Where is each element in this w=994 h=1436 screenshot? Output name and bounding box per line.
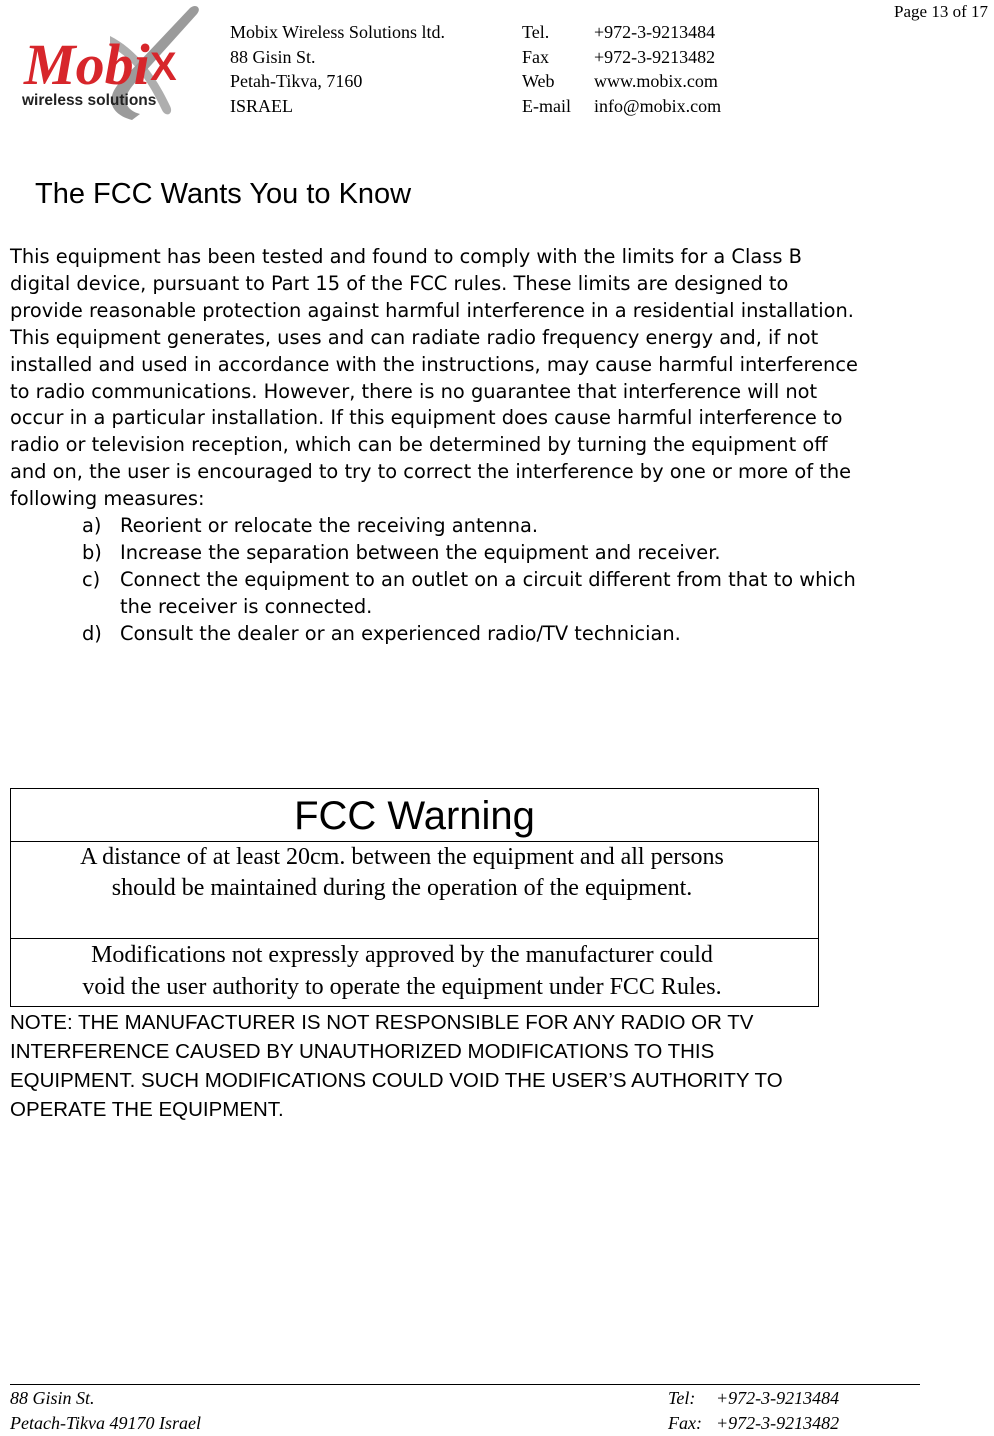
- contact-label: Fax: [522, 46, 549, 67]
- note-line: NOTE: THE MANUFACTURER IS NOT RESPONSIBLE FOR ANY RADIO OR TV: [10, 1011, 754, 1034]
- paragraph-line: following measures:: [10, 487, 205, 511]
- company-contacts: [522, 20, 721, 118]
- contact-label: E-mail: [522, 95, 571, 116]
- logo-mark: X: [150, 45, 177, 89]
- contact-label: Web: [522, 71, 555, 91]
- contact-fax: +972-3-9213482: [594, 46, 716, 67]
- list-marker: b): [82, 540, 102, 564]
- list-text: Increase the separation between the equipment and receiver.: [120, 540, 721, 564]
- address-line: ISRAEL: [230, 95, 293, 116]
- list-item-continuation: [10, 594, 990, 621]
- list-marker: d): [82, 621, 102, 645]
- address-line: Petah-Tikva, 7160: [230, 71, 363, 91]
- manufacturer-note: [10, 1008, 990, 1124]
- footer-line: Petach-Tikva 49170 Israel: [10, 1413, 201, 1433]
- footer-address: [10, 1386, 201, 1436]
- paragraph-line: occur in a particular installation. If this equipment does cause harmful interference to: [10, 406, 843, 430]
- fcc-warning-box: [10, 788, 819, 1007]
- footer-label: Tel:: [668, 1388, 696, 1408]
- note-line: EQUIPMENT. SUCH MODIFICATIONS COULD VOID THE USER’S AUTHORITY TO: [10, 1069, 783, 1092]
- list-item: [10, 567, 990, 594]
- paragraph-line: This equipment generates, uses and can radiate radio frequency energy and, if not: [10, 325, 819, 349]
- warning-line: void the user authority to operate the equipment under FCC Rules.: [82, 974, 722, 1000]
- list-marker: c): [82, 567, 101, 591]
- note-line: INTERFERENCE CAUSED BY UNAUTHORIZED MODIFICATIONS TO THIS: [10, 1040, 715, 1063]
- section-title: The FCC Wants You to Know: [35, 178, 412, 210]
- paragraph-line: installed and used in accordance with the instructions, may cause harmful interference: [10, 352, 858, 376]
- logo-tagline: wireless solutions: [22, 92, 157, 109]
- company-address: [230, 20, 445, 118]
- footer-contacts: [668, 1386, 839, 1436]
- footer-line: 88 Gisin St.: [10, 1388, 95, 1408]
- paragraph-line: radio or television reception, which can be determined by turning the equipment off: [10, 433, 828, 457]
- address-line: Mobix Wireless Solutions ltd.: [230, 22, 445, 42]
- address-line: 88 Gisin St.: [230, 46, 316, 67]
- paragraph-line: digital device, pursuant to Part 15 of the FCC rules. These limits are designed to: [10, 271, 789, 295]
- list-text: Connect the equipment to an outlet on a circuit different from that to which: [120, 567, 856, 591]
- mobix-logo: [14, 2, 200, 126]
- contact-web: www.mobix.com: [594, 71, 718, 91]
- list-marker: a): [82, 514, 102, 538]
- paragraph-line: to radio communications. However, there is no guarantee that interference will not: [10, 379, 818, 403]
- list-item: [10, 621, 990, 648]
- logo-wordmark: Mobi: [24, 32, 150, 97]
- paragraph-line: provide reasonable protection against harmful interference in a residential installation.: [10, 298, 854, 322]
- contact-email: info@mobix.com: [594, 95, 722, 116]
- footer-tel: +972-3-9213484: [716, 1388, 840, 1408]
- footer-fax: +972-3-9213482: [716, 1413, 840, 1433]
- list-item: [10, 540, 990, 567]
- page-number: Page 13 of 17: [894, 2, 988, 21]
- footer-divider: [10, 1384, 920, 1385]
- warning-title: FCC Warning: [11, 789, 818, 842]
- paragraph-line: and on, the user is encouraged to try to correct the interference by one or more of the: [10, 460, 852, 484]
- note-line: OPERATE THE EQUIPMENT.: [10, 1098, 284, 1121]
- contact-label: Tel.: [522, 22, 550, 42]
- footer-label: Fax:: [668, 1413, 702, 1433]
- warning-modifications: [11, 939, 793, 1003]
- paragraph-line: This equipment has been tested and found to comply with the limits for a Class B: [10, 245, 802, 268]
- warning-distance: [11, 842, 818, 939]
- list-text: Consult the dealer or an experienced radio/TV technician.: [120, 621, 681, 645]
- warning-line: should be maintained during the operation of the equipment.: [111, 875, 693, 901]
- warning-line: A distance of at least 20cm. between the equipment and all persons: [80, 844, 724, 870]
- list-text: Reorient or relocate the receiving antenna.: [120, 514, 539, 538]
- list-item: [10, 513, 990, 540]
- contact-tel: +972-3-9213484: [594, 22, 716, 42]
- warning-line: Modifications not expressly approved by the manufacturer could: [91, 942, 713, 968]
- measures-list: [10, 513, 990, 648]
- fcc-statement: [10, 244, 990, 648]
- list-text: the receiver is connected.: [120, 594, 373, 618]
